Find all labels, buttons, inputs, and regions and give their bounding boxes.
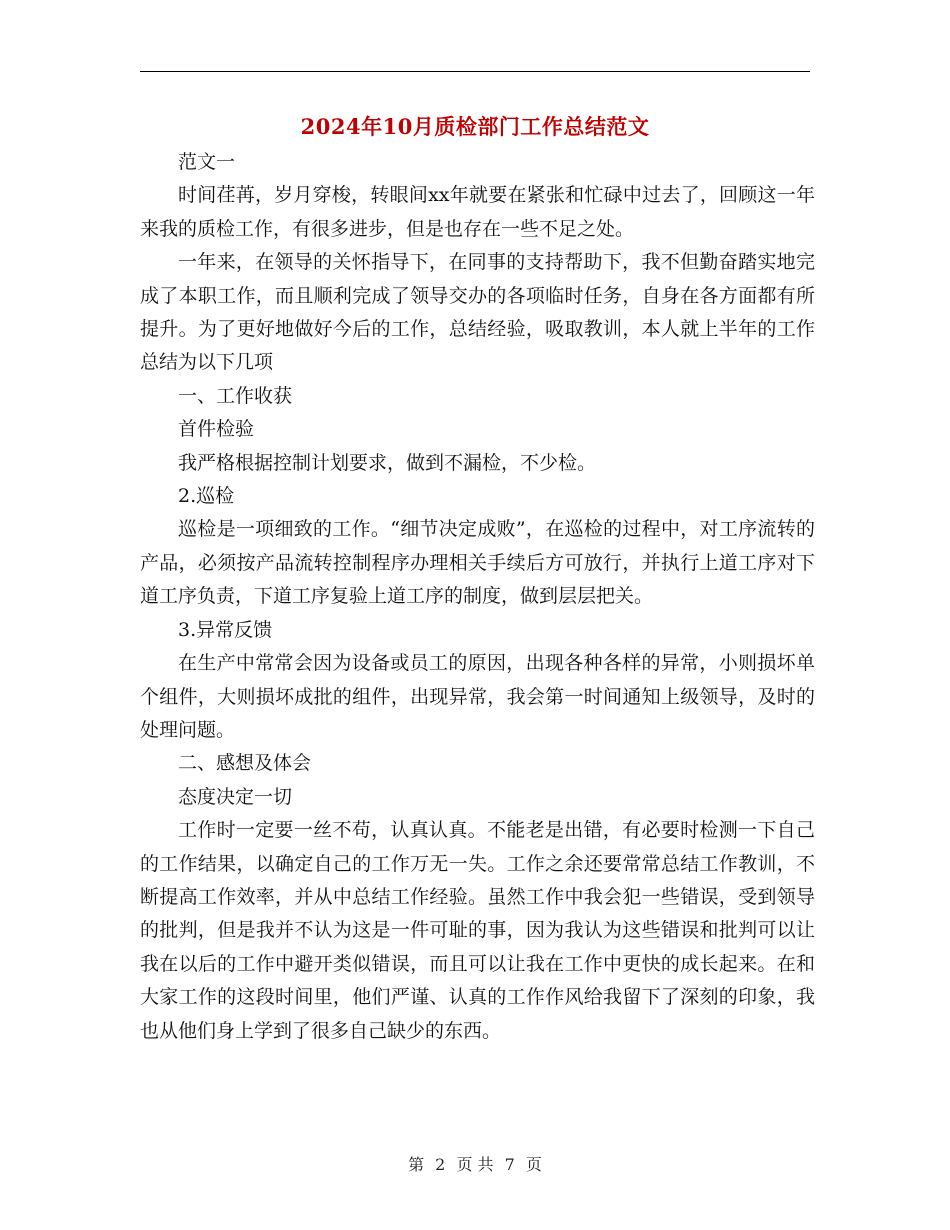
current-page-number: 2 bbox=[435, 1155, 446, 1174]
header-rule bbox=[140, 71, 810, 72]
paragraph: 工作时一定要一丝不苟，认真认真。不能老是出错，有必要时检测一下自己的工作结果，以确定自己的工作万无一失。工作之余还要常常总结工作教训，不断提高工作效率，并从中总结工作经验。虽然工作中我会犯一些错误，受到领导的批判，但是我并不认为这是一件可耻的事，因为我认为这些错误和批判可以让我在以后的工作中避开类似错误，而且可以让我在工作中更快的成长起来。在和大家工作的这段时间里，他们严谨、认真的工作作风给我留下了深刻的印象，我也从他们身上学到了很多自己缺少的东西。 bbox=[140, 819, 815, 1042]
paragraph: 巡检是一项细致的工作。“细节决定成败”，在巡检的过程中，对工序流转的产品，必须按产品流转控制程序办理相关手续后方可放行，并执行上道工序对下道工序负责，下道工序复验上道工序的制度，做到层层把关。 bbox=[140, 518, 815, 608]
paragraph: 一年来，在领导的关怀指导下，在同事的支持帮助下，我不但勤奋踏实地完成了本职工作，而且顺利完成了领导交办的各项临时任务，自身在各方面都有所提升。为了更好地做好今后的工作，总结经验，吸取教训，本人就上半年的工作总结为以下几项 bbox=[140, 251, 815, 374]
section-heading: 二、感想及体会 bbox=[178, 752, 312, 775]
subsection-heading: 首件检验 bbox=[178, 418, 255, 441]
document-body bbox=[140, 146, 815, 1048]
paragraph: 范文一 bbox=[178, 151, 236, 173]
total-page-count: 7 bbox=[504, 1155, 515, 1174]
section-heading: 一、工作收获 bbox=[178, 384, 293, 407]
subsection-heading: 态度决定一切 bbox=[178, 785, 293, 808]
footer-prefix: 第 bbox=[408, 1155, 425, 1174]
paragraph: 在生产中常常会因为设备或员工的原因，出现各种各样的异常，小则损坏单个组件，大则损坏成批的组件，出现异常，我会第一时间通知上级领导，及时的处理问题。 bbox=[140, 652, 815, 741]
footer-suffix: 页 bbox=[525, 1155, 542, 1174]
subsection-heading: 3.异常反馈 bbox=[178, 618, 273, 641]
subsection-heading: 2.巡检 bbox=[178, 485, 235, 508]
paragraph: 我严格根据控制计划要求，做到不漏检，不少检。 bbox=[178, 451, 597, 474]
page-footer bbox=[0, 1152, 950, 1175]
paragraph: 时间荏苒，岁月穿梭，转眼间xx年就要在紧张和忙碌中过去了，回顾这一年来我的质检工作，有很多进步，但是也存在一些不足之处。 bbox=[140, 184, 815, 240]
footer-mid: 页 共 bbox=[456, 1155, 494, 1174]
document-title: 2024年10月质检部门工作总结范文 bbox=[300, 114, 650, 139]
